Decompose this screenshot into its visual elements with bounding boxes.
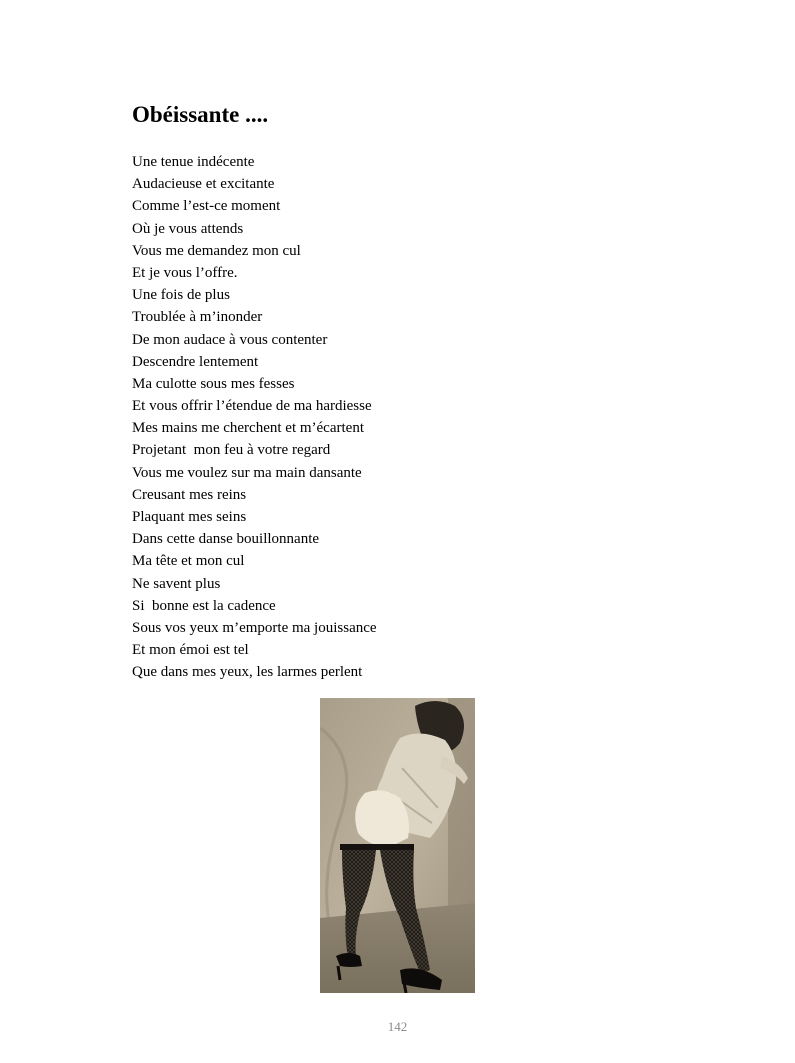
poem-line: Et mon émoi est tel xyxy=(132,642,249,659)
page-number: 142 xyxy=(387,1019,408,1034)
poem-line: Creusant mes reins xyxy=(132,486,247,503)
poem-body xyxy=(132,151,377,684)
poem-line: Une fois de plus xyxy=(132,287,230,304)
poem-line: Audacieuse et excitante xyxy=(132,176,275,193)
poem-line: Ne savent plus xyxy=(132,575,221,592)
poem-line: Descendre lentement xyxy=(132,353,259,370)
poem-line: Et vous offrir l’étendue de ma hardiesse xyxy=(132,398,372,415)
poem-line: Et je vous l’offre. xyxy=(132,264,238,281)
poem-line: De mon audace à vous contenter xyxy=(132,331,328,348)
poem-line: Vous me voulez sur ma main dansante xyxy=(132,464,362,481)
poem-line: Que dans mes yeux, les larmes perlent xyxy=(132,664,363,681)
poem-line: Comme l’est-ce moment xyxy=(132,198,281,215)
poem-line: Troublée à m’inonder xyxy=(132,309,263,326)
poem-line: Projetant mon feu à votre regard xyxy=(132,442,331,459)
poem-line: Mes mains me cherchent et m’écartent xyxy=(132,420,364,437)
poem-line: Ma culotte sous mes fesses xyxy=(132,375,295,392)
poem-line: Où je vous attends xyxy=(132,220,244,237)
poem-line: Si bonne est la cadence xyxy=(132,597,276,614)
poem-line: Dans cette danse bouillonnante xyxy=(132,531,320,548)
photo xyxy=(320,698,475,993)
poem-line: Plaquant mes seins xyxy=(132,509,247,525)
poem-line: Une tenue indécente xyxy=(132,154,255,170)
poem-line: Sous vos yeux m’emporte ma jouissance xyxy=(132,619,377,636)
poem-line: Vous me demandez mon cul xyxy=(132,242,301,259)
poem-title: Obéissante .... xyxy=(132,102,269,127)
poem-line: Ma tête et mon cul xyxy=(132,553,245,570)
